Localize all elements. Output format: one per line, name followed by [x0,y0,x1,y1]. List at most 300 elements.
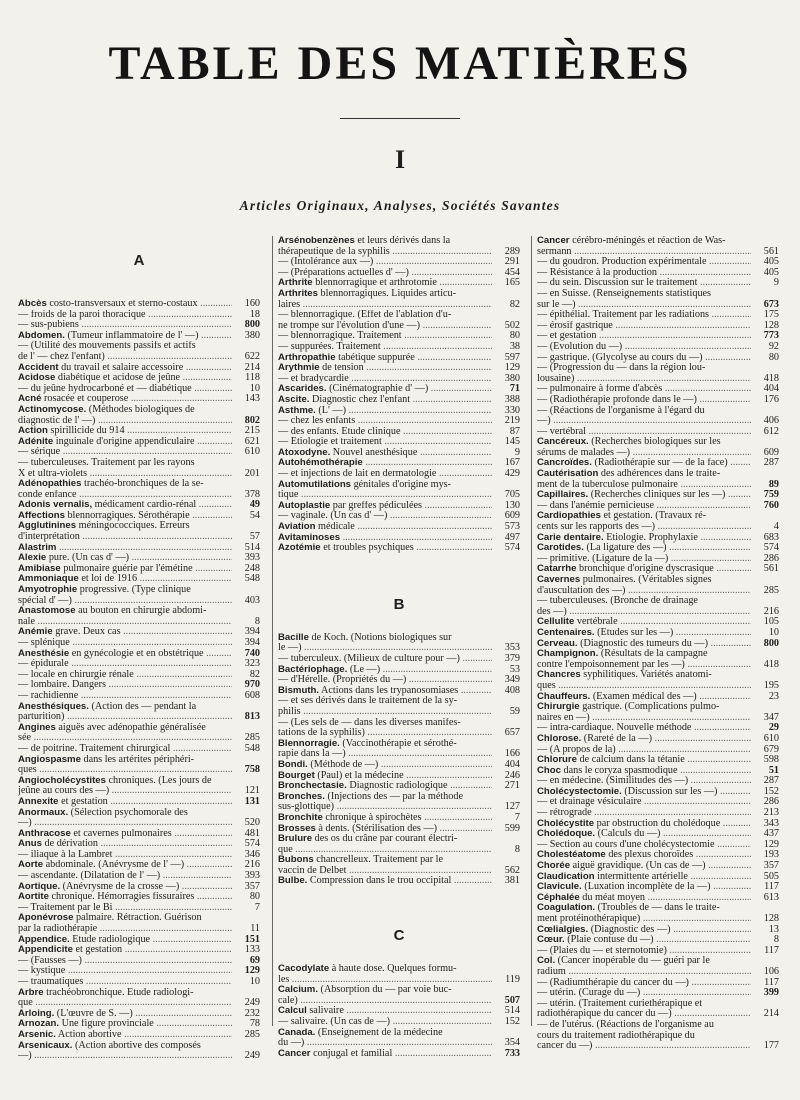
entry-text: — Section au cours d'une cholécystectomie [537,839,715,850]
entry-page-number: 561 [763,563,779,575]
entry-page-number: 131 [244,795,260,807]
entry-text: philis [278,706,301,717]
index-entry [18,299,260,310]
index-entry [278,792,520,803]
column-divider [272,236,273,1026]
index-entry [537,808,779,819]
index-entry [537,469,779,480]
entry-text: d'auscultation des —) [537,585,626,596]
entry-heading: Bubons [278,855,314,866]
entry-text: aiguës avec adénopathie généralisée [58,722,206,733]
entry-page-number: 773 [763,330,779,342]
entry-heading: Chauffeurs. [537,691,591,702]
index-entry [278,480,520,491]
entry-text: —) [537,416,551,427]
entry-text: — du sein. Discussion sur le traitement [537,278,698,289]
index-entry [537,437,779,448]
entry-text: tabétique suppurée [338,352,415,363]
entry-heading: Bacille [278,632,309,643]
entry-page-number: 597 [504,351,520,363]
entry-page-number: 418 [763,372,779,384]
entry-page-number: 353 [504,642,520,654]
entry-heading: Amibiase [18,563,61,574]
index-entry [537,511,779,522]
entry-heading: Claudication [537,871,595,882]
entry-text: tique [278,490,299,501]
entry-text: (Anévrysme de la crosse —) [62,881,180,892]
entry-page-number: 514 [504,1005,520,1017]
entry-heading: Angines [18,722,56,733]
entry-heading: Cerveau. [537,638,578,649]
entry-page-number: 394 [244,626,260,638]
index-entry [18,871,260,882]
entry-page-number: 215 [244,425,260,437]
index-entry [278,416,520,427]
entry-text: (Cancer inopérable du — guéri par le [557,956,710,967]
index-entry [537,670,779,681]
entry-page-number: 130 [504,499,520,511]
entry-page-number: 683 [763,531,779,543]
entry-page-number: 7 [254,901,260,913]
entry-page-number [751,1020,779,1031]
index-entry [537,596,779,607]
entry-text: — intra-cardiaque. Nouvelle méthode [537,723,692,734]
entry-page-number [492,289,520,300]
entry-text: trachéo-bronchiques de la se- [83,479,204,490]
entry-text: — et ses dérivés dans le traitement de la sy- [278,696,458,707]
index-entry [537,702,779,713]
entry-page-number: 970 [244,679,260,691]
index-entry [278,310,520,321]
entry-text: cours du traitement radiothérapique du [537,1030,695,1041]
index-entry [18,839,260,850]
entry-text: — épidurale [18,659,69,670]
entry-page-number: 201 [244,467,260,479]
index-entry [18,585,260,596]
index-entry [18,469,260,480]
entry-page-number: 167 [504,457,520,469]
entry-page-number: 152 [504,1016,520,1028]
entry-text: chancrelleux. Traitement par le [316,855,443,866]
entry-heading: Automutilations [278,479,352,490]
entry-text: de calcium dans la tétanie [579,755,685,766]
entry-page-number: 18 [249,308,260,320]
entry-page-number: 166 [504,748,520,760]
index-entry [278,718,520,729]
index-entry [18,913,260,924]
entry-text: laires [278,299,301,310]
entry-heading: Carotides. [537,543,584,554]
entry-page-number: 105 [763,616,779,628]
entry-heading: Brulure [278,834,313,845]
index-entry [278,321,520,332]
entry-text: (Troubles de — dans le traite- [597,903,720,914]
index-entry [278,353,520,364]
entry-page-number: 165 [504,277,520,289]
entry-text: — (A propos de la) [537,744,616,755]
entry-page-number: 599 [504,822,520,834]
index-entry [537,956,779,967]
entry-heading: Arbre [18,987,44,998]
entry-heading: Anthracose [18,828,71,839]
entry-text: — blennorragique. (Effet de l'ablation d'u- [278,310,452,321]
index-entry [278,749,520,760]
entry-page-number: 574 [763,542,779,554]
entry-page-number: 121 [244,785,260,797]
index-entry [537,999,779,1010]
entry-page-number: 119 [505,973,520,985]
entry-text: — ascendante. (Dilatation de l' —) [18,871,161,882]
entry-page-number: 10 [249,976,260,987]
entry-text: ment de la tuberculose pulmonaire [537,479,678,490]
index-entry [537,734,779,745]
entry-text: — érosif gastrique [537,320,613,331]
entry-page-number: 287 [763,457,779,469]
entry-page-number: 195 [763,679,779,691]
entry-page-number: 128 [763,913,779,924]
entry-text: Étiologie. Prophylaxie [606,532,698,543]
index-entry [18,956,260,967]
entry-page-number: 429 [504,468,520,480]
entry-page-number: 406 [763,415,779,427]
entry-page-number: 51 [768,764,779,776]
index-entry [278,1049,520,1060]
index-entry [18,1019,260,1030]
entry-text: sur le —) [537,299,576,310]
entry-text: Une figure provinciale [61,1019,154,1030]
entry-page-number: 89 [768,478,779,490]
entry-page-number: 357 [763,860,779,872]
index-entry [278,876,520,887]
entry-text: naires en —) [537,712,590,723]
entry-page-number: 249 [244,1050,260,1062]
entry-page-number: 11 [250,923,260,935]
index-entry [537,819,779,830]
entry-heading: Arthrite [278,278,313,289]
entry-text: (Rareté de la —) [583,733,652,744]
entry-text: — Résistance à la production [537,267,657,278]
entry-text: (Absorption du — par voie buc- [320,985,452,996]
entry-text: tations de la syphilis) [278,728,365,739]
index-entry [537,395,779,406]
index-entry [537,692,779,703]
entry-page-number: 622 [244,350,260,362]
entry-text: à haute dose. Quelques formu- [331,964,457,975]
index-entry [278,278,520,289]
entry-text: (Méthodes biologiques de [88,404,195,415]
entry-text: inguinale d'origine appendiculaire [55,436,195,447]
index-entry [278,1038,520,1049]
entry-text: — Étiologie et traitement [278,437,382,448]
entry-heading: Chirurgie [537,702,580,713]
section-number: I [394,145,406,174]
entry-text: chronique. Hémorragies fissuraires [51,892,195,903]
index-entry [18,945,260,956]
entry-page-number: 248 [244,562,260,574]
index-entry [537,321,779,332]
entry-text: (Méthode de —) [310,759,379,770]
entry-heading: Appendicite [18,945,73,956]
entry-page-number: 705 [504,489,520,501]
entry-page-number: 548 [244,573,260,585]
index-entry [537,617,779,628]
entry-text: trachéobronchique. Étude radiologi- [46,987,194,998]
index-entry [278,824,520,835]
entry-heading: Cancer [537,236,570,246]
entry-text: salivaire [309,1006,344,1017]
entry-page-number: 405 [763,266,779,278]
entry-page-number: 8 [773,934,779,946]
entry-text: lousaine) [537,373,575,384]
index-entry [278,511,520,522]
entry-page-number: 408 [504,684,520,696]
entry-heading: Bulbe. [278,876,308,887]
entry-text: pure. (Un cas d' —) [48,553,130,564]
index-entry [18,776,260,787]
index-entry [18,924,260,935]
entry-page-number: 399 [763,987,779,999]
entry-page-number: 608 [244,689,260,701]
entry-text: de Koch. (Notions biologiques sur [311,632,452,643]
index-entry [18,1041,260,1052]
entry-page-number: 13 [768,923,779,935]
index-entry [18,384,260,395]
index-entry [537,427,779,438]
entry-heading: Actinomycose. [18,404,87,415]
entry-heading: Aviation [278,522,316,533]
entry-heading: Cholécystite [537,818,595,829]
entry-page-number: 143 [244,393,260,405]
entry-page-number: 403 [244,594,260,606]
entry-page-number: 287 [763,775,779,787]
entry-heading: Chlorose. [537,733,582,744]
index-entry [18,755,260,766]
entry-page-number: 286 [763,796,779,808]
entry-heading: Adénopathies [18,479,82,490]
index-entry [278,300,520,311]
index-entry [537,988,779,999]
index-entry [537,543,779,554]
entry-text: Diagnostic chez l'enfant [312,394,411,405]
entry-page-number: 78 [249,1018,260,1030]
index-entry [537,850,779,861]
entry-page-number: 219 [504,415,520,427]
entry-page-number: 23 [768,690,779,702]
entry-heading: Arsenicaux. [18,1040,73,1051]
entry-page-number: 343 [763,817,779,829]
index-entry [278,633,520,644]
index-entry [537,787,779,798]
entry-heading: Bactériophage. [278,664,348,675]
index-entry [18,1009,260,1020]
index-entry [537,268,779,279]
entry-text: par la radiothérapie [18,924,98,935]
entry-page-number [751,236,779,247]
entry-text: — utérin. (Traitement curiethérapique et [537,998,703,1009]
index-entry [537,522,779,533]
entry-page-number: 9 [773,277,779,289]
entry-heading: Ascite. [278,394,310,405]
index-entry [278,257,520,268]
index-entry [278,760,520,771]
index-entry [278,501,520,512]
entry-heading: Calcium. [278,985,318,996]
entry-text: (Sélection psychomorale des [70,807,188,818]
entry-heading: Adénite [18,436,54,447]
index-entry [537,713,779,724]
index-entry [18,998,260,1009]
index-entry [278,696,520,707]
entry-text: (Plaie contuse du —) [567,935,654,946]
entry-text: — (Préparations actuelles d' —) [278,267,409,278]
entry-heading: Cholédoque. [537,829,596,840]
entry-heading: Catarrhe [537,564,577,575]
index-entry [18,426,260,437]
entry-text: Action abortive [57,1029,122,1040]
index-entry [278,458,520,469]
index-entry [18,500,260,511]
entry-page-number: 214 [244,361,260,373]
index-entry [18,479,260,490]
entry-heading: Canada. [278,1027,316,1038]
index-entry [278,975,520,986]
entry-text: (Le —) [349,664,381,675]
entry-text: par obstruction du cholédoque [596,818,721,829]
entry-text: grave. Deux cas [55,627,121,638]
entry-text: médicament cardio-rénal [94,500,197,511]
index-entry [18,543,260,554]
entry-text: — et gestation [537,331,597,342]
index-entry [278,236,520,247]
entry-page-number: 117 [764,944,779,956]
entry-text: sus-glottique) [278,802,335,813]
index-entry [537,755,779,766]
entry-page-number: 9 [514,446,520,458]
index-entry [18,490,260,501]
entry-text: X et ultra-violets [18,468,88,479]
entry-text: — primitive. (Ligature de la —) [537,553,669,564]
entry-text: — pulmonaire à forme d'abcès [537,384,663,395]
entry-text: — en médecine. (Similitudes des —) [537,776,689,787]
index-entry [18,797,260,808]
index-entry [18,606,260,617]
index-entry [18,860,260,871]
index-entry [537,374,779,385]
entry-heading: Anesthésiques. [18,701,89,712]
entry-page-number: 507 [504,994,520,1006]
index-entry [537,363,779,374]
entry-text: — et bradycardie [278,373,349,384]
index-entry [18,437,260,448]
index-entry [537,1009,779,1020]
entry-text: (Action abortive des composés [74,1040,201,1051]
index-entry [278,964,520,975]
entry-text: — de poitrine. Traitement chirurgical [18,743,171,754]
index-entry [278,268,520,279]
entry-text: — iliaque à la Lambret [18,849,113,860]
index-entry [537,893,779,904]
index-entry [18,818,260,829]
entry-page-number: 54 [249,509,260,521]
entry-text: — kystique [18,966,66,977]
entry-text: que [278,844,293,855]
entry-heading: Calcul [278,1006,307,1017]
index-entry [537,278,779,289]
index-entry [278,1006,520,1017]
entry-text: Étude radiologique [72,934,151,945]
index-entry [18,882,260,893]
entry-page-number: 378 [244,488,260,500]
entry-heading: Cellulite [537,617,575,628]
entry-text: — splénique [18,638,70,648]
index-entry [18,1051,260,1062]
index-entry [537,639,779,650]
entry-heading: Aponévrose [18,913,74,924]
entry-text: au bouton en chirurgie abdomi- [78,606,207,617]
entry-page-number: 129 [244,965,260,977]
entry-text: diagnostic de l' —) [18,415,96,426]
index-entry [278,802,520,813]
entry-page-number: 118 [245,372,260,384]
entry-heading: Chancres [537,670,581,681]
index-entry [537,342,779,353]
section-letter: A [133,252,145,269]
entry-text: ques [537,680,556,691]
entry-page-number: 214 [763,1008,779,1020]
index-entry [537,776,779,787]
entry-page-number: 82 [509,298,520,310]
index-entry [18,373,260,384]
index-entry [18,670,260,681]
entry-heading: Cancroïdes. [537,458,592,469]
index-entry [18,786,260,797]
entry-page-number: 404 [763,383,779,395]
index-entry [537,247,779,258]
entry-page-number: 127 [504,801,520,813]
entry-text: — vertébral [537,426,586,437]
index-entry [537,872,779,883]
entry-page-number: 561 [763,245,779,257]
entry-text: conde enfance [18,489,77,500]
entry-text: — du goudron. Production expérimentale [537,257,707,268]
entry-text: (Diagnostic des tumeurs du —) [580,638,708,649]
entry-page-number: 574 [244,838,260,850]
entry-heading: Aortique. [18,881,61,892]
entry-text: parturition) [18,712,65,723]
entry-page-number [232,405,260,416]
index-entry [18,903,260,914]
entry-page-number [751,575,779,586]
entry-text: Actions dans les trypanosomiases [321,685,459,696]
entry-page-number: 673 [763,298,779,310]
index-entry [278,363,520,374]
entry-text: — et injections de lait en dermatologie [278,469,437,480]
entry-text: — froids de la paroi thoracique [18,309,146,320]
entry-text: (Calculs du —) [597,829,661,840]
entry-text: radiothérapique du cancer du —) [537,1009,672,1020]
entry-text: — en Suisse. (Renseignements statistiques [537,288,712,299]
index-entry [18,712,260,723]
index-entry [537,829,779,840]
entry-page-number: 69 [249,954,260,966]
entry-page-number: 733 [504,1047,520,1059]
index-entry [537,967,779,978]
entry-text: — utérin. (Curage du —) [537,988,641,999]
entry-text: de dérivation [44,839,98,850]
entry-heading: Alexie [18,553,47,564]
section-letter: C [393,927,405,945]
index-entry [278,739,520,750]
